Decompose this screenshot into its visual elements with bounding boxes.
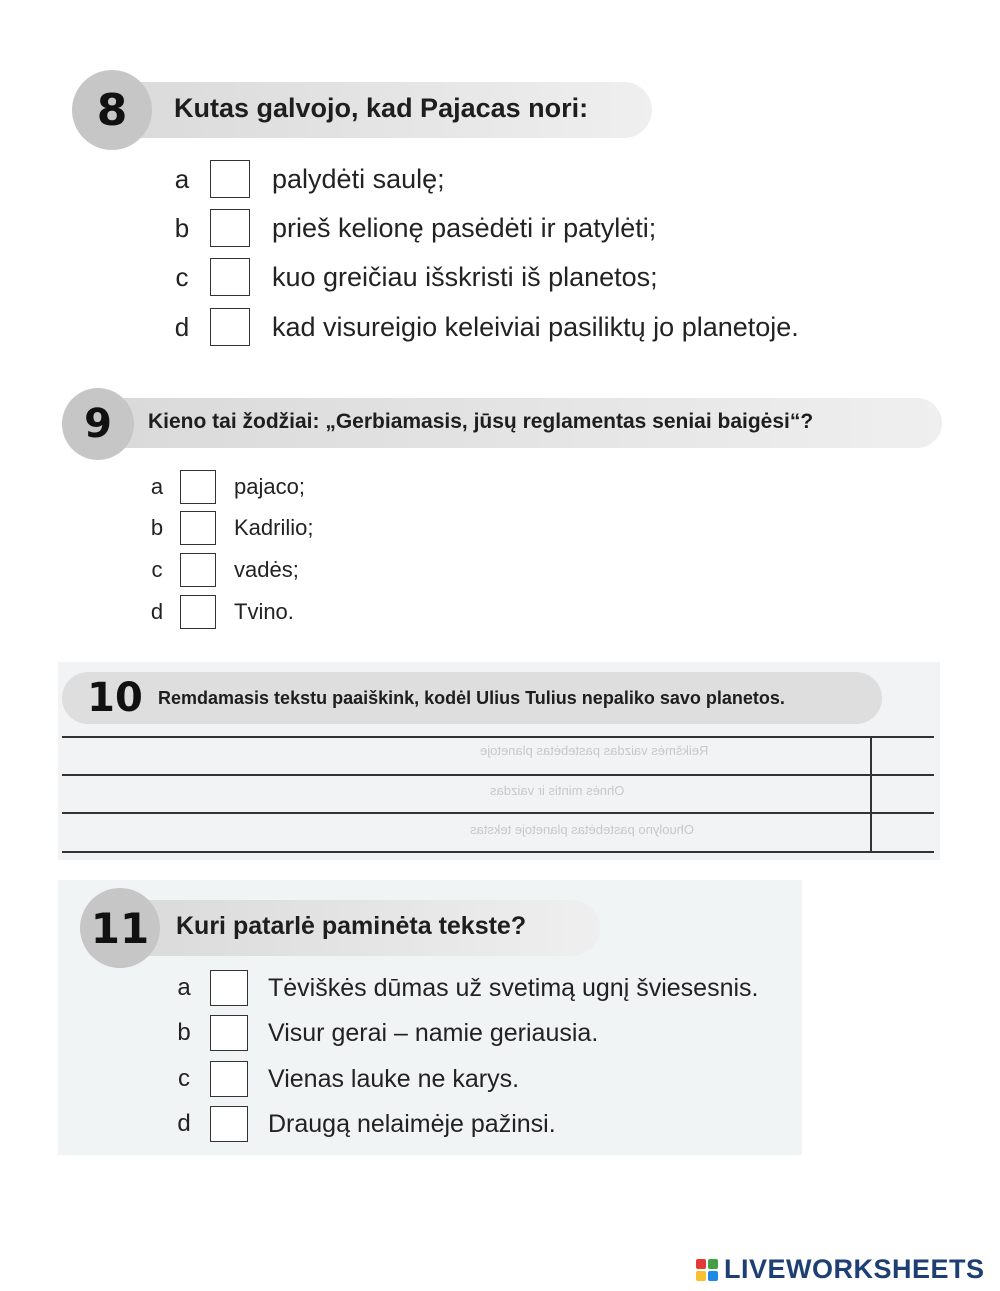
option-b xyxy=(142,511,313,545)
logo-square xyxy=(708,1271,718,1281)
answer-line xyxy=(62,736,934,738)
bleed-through-text: Ohuolyno pastebėtas planetoje tekstas xyxy=(470,822,695,837)
option-letter: a xyxy=(174,163,190,194)
answer-checkbox[interactable] xyxy=(180,595,216,629)
option-a xyxy=(142,470,305,504)
option-d xyxy=(164,308,799,346)
question-9-header xyxy=(62,388,942,458)
option-c xyxy=(142,553,299,587)
option-text: kuo greičiau išskristi iš planetos; xyxy=(272,261,658,292)
question-text: Kutas galvojo, kad Pajacas nori: xyxy=(174,93,589,123)
option-text: Kadrilio; xyxy=(234,515,314,540)
option-text: prieš kelionę pasėdėti ir patylėti; xyxy=(272,212,657,243)
option-a xyxy=(168,970,758,1006)
option-letter: b xyxy=(150,515,164,540)
option-d xyxy=(142,595,294,629)
option-text: kad visureigio keleiviai pasiliktų jo planetoje. xyxy=(272,311,799,342)
option-letter: a xyxy=(150,474,164,499)
question-number: 9 xyxy=(62,388,134,460)
bleed-through-text: Ohnės mintis ir vaizdas xyxy=(490,783,625,798)
question-text: Kieno tai žodžiai: „Gerbiamasis, jūsų reglamentas seniai baigėsi“? xyxy=(148,410,814,433)
answer-line[interactable] xyxy=(62,774,934,776)
option-text: Vienas lauke ne karys. xyxy=(268,1064,520,1093)
option-c xyxy=(164,258,658,296)
logo-square xyxy=(696,1259,706,1269)
option-letter: d xyxy=(177,1110,191,1137)
question-number: 11 xyxy=(80,888,160,968)
option-text: Tėviškės dūmas už svetimą ugnį šviesesnis. xyxy=(268,973,759,1002)
logo-square xyxy=(696,1271,706,1281)
bleed-through-text: Reikšmės vaizdas pastebėtas planetoje xyxy=(480,743,709,758)
question-10-header xyxy=(62,664,882,734)
question-text: Remdamasis tekstu paaiškink, kodėl Ulius Tulius nepaliko savo planetos. xyxy=(158,688,785,708)
question-11-header xyxy=(80,888,600,968)
answer-line[interactable] xyxy=(62,851,934,853)
option-d xyxy=(168,1106,556,1142)
option-letter: b xyxy=(177,1019,191,1046)
option-text: Visur gerai – namie geriausia. xyxy=(268,1018,599,1047)
option-text: palydėti saulę; xyxy=(272,163,445,194)
answer-checkbox[interactable] xyxy=(210,1015,248,1051)
answer-checkbox[interactable] xyxy=(180,511,216,545)
table-divider xyxy=(870,736,872,852)
option-letter: d xyxy=(150,599,164,624)
question-number: 8 xyxy=(72,70,152,150)
answer-checkbox[interactable] xyxy=(210,209,250,247)
option-b xyxy=(164,209,656,247)
option-letter: a xyxy=(177,974,191,1001)
answer-checkbox[interactable] xyxy=(180,470,216,504)
answer-line[interactable] xyxy=(62,812,934,814)
answer-checkbox[interactable] xyxy=(210,1061,248,1097)
logo-square xyxy=(708,1259,718,1269)
option-letter: b xyxy=(174,212,190,243)
option-text: vadės; xyxy=(234,557,299,582)
question-8-header xyxy=(72,70,652,150)
option-letter: c xyxy=(175,261,189,292)
question-text: Kuri patarlė paminėta tekste? xyxy=(176,912,527,940)
option-letter: c xyxy=(178,1065,190,1092)
answer-checkbox[interactable] xyxy=(210,308,250,346)
answer-checkbox[interactable] xyxy=(210,160,250,198)
answer-checkbox[interactable] xyxy=(210,970,248,1006)
option-text: pajaco; xyxy=(234,474,305,499)
brand-name: LIVEWORKSHEETS xyxy=(724,1254,985,1284)
option-text: Tvino. xyxy=(234,599,294,624)
option-letter: d xyxy=(174,311,190,342)
liveworksheets-logo[interactable] xyxy=(696,1254,985,1285)
logo-icon xyxy=(696,1259,718,1281)
option-text: Draugą nelaimėje pažinsi. xyxy=(268,1109,556,1138)
answer-checkbox[interactable] xyxy=(210,1106,248,1142)
answer-checkbox[interactable] xyxy=(210,258,250,296)
option-c xyxy=(168,1061,519,1097)
option-a xyxy=(164,160,445,198)
answer-checkbox[interactable] xyxy=(180,553,216,587)
option-b xyxy=(168,1015,598,1051)
option-letter: c xyxy=(151,557,163,582)
question-number: 10 xyxy=(87,675,143,721)
